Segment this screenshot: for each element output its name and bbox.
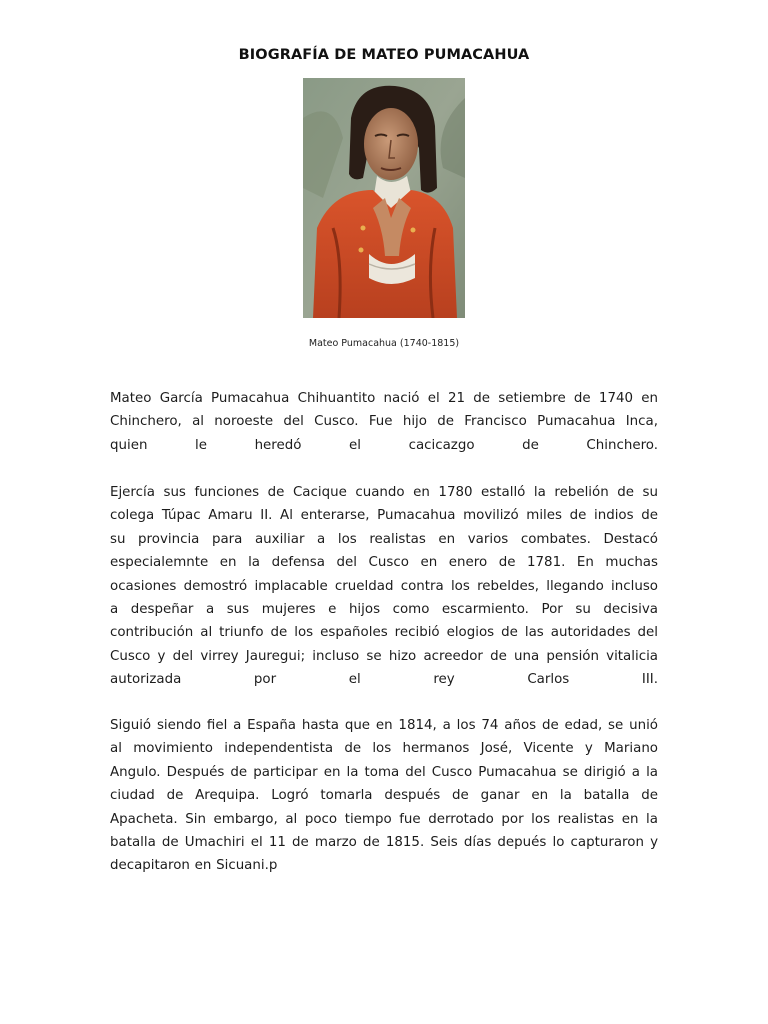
paragraph-line: ciudad de Arequipa. Logró tomarla después de ganar en la batalla de	[110, 788, 658, 804]
paragraph-line: colega Túpac Amaru II. Al enterarse, Pumacahua movilizó miles de indios de	[110, 508, 658, 524]
paragraph-line: Mateo García Pumacahua Chihuantito nació el 21 de setiembre de 1740 en	[110, 391, 658, 406]
paragraph-line: quien le heredó el cacicazgo de Chinchero.	[110, 437, 658, 453]
paragraph-line: especialemnte en la defensa del Cusco en enero de 1781. En muchas	[110, 555, 658, 571]
paragraph-line: a despeñar a sus mujeres e hijos como escarmiento. Por su decisiva	[110, 602, 658, 618]
paragraph-1	[110, 387, 658, 457]
portrait-image	[303, 78, 465, 318]
paragraph-3	[110, 714, 658, 878]
paragraph-line: Chinchero, al noroeste del Cusco. Fue hijo de Francisco Pumacahua Inca,	[110, 414, 658, 430]
paragraph-2	[110, 481, 658, 692]
paragraph-line: Angulo. Después de participar en la toma del Cusco Pumacahua se dirigió a la	[110, 764, 658, 780]
paragraph-line: Siguió siendo fiel a España hasta que en 1814, a los 74 años de edad, se unió	[110, 718, 658, 733]
paragraph-line: Apacheta. Sin embargo, al poco tiempo fue derrotado por los realistas en la	[110, 811, 658, 827]
paragraph-line: batalla de Umachiri el 11 de marzo de 1815. Seis días depués lo capturaron y	[110, 835, 658, 851]
paragraph-line: Cusco y del virrey Jauregui; incluso se hizo acreedor de una pensión vitalicia	[110, 648, 658, 664]
paragraph-line: autorizada por el rey Carlos III.	[110, 672, 658, 688]
paragraph-line: su provincia para auxiliar a los realistas en varios combates. Destacó	[110, 531, 658, 547]
paragraph-line: decapitaron en Sicuani.p	[110, 858, 278, 874]
paragraph-line: ocasiones demostró implacable crueldad contra los rebeldes, llegando incluso	[110, 578, 658, 594]
paragraph-line: al movimiento independentista de los hermanos José, Vicente y Mariano	[110, 741, 658, 757]
paragraph-line: Ejercía sus funciones de Cacique cuando en 1780 estalló la rebelión de su	[110, 485, 658, 500]
paragraph-line: contribución al triunfo de los españoles recibió elogios de las autoridades del	[110, 625, 658, 641]
image-caption: Mateo Pumacahua (1740-1815)	[308, 338, 460, 349]
document-title: BIOGRAFÍA DE MATEO PUMACAHUA	[238, 47, 530, 63]
